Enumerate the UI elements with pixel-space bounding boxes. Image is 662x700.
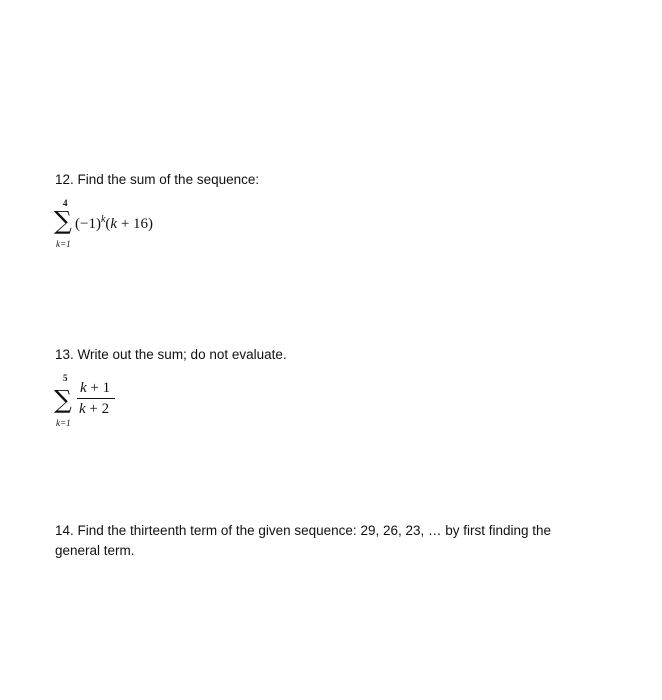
term-variable: k	[110, 216, 118, 232]
fraction-bar	[77, 398, 115, 399]
fraction-numerator: k + 1	[80, 380, 111, 396]
fraction-denominator: k + 2	[79, 401, 110, 417]
summation-upper-limit: 4	[63, 198, 68, 208]
term-exponent: k	[100, 214, 106, 225]
term-open-paren: (	[105, 216, 111, 232]
problem-12-prompt: 12. Find the sum of the sequence:	[55, 172, 260, 187]
problem-13-prompt: 13. Write out the sum; do not evaluate.	[55, 347, 287, 362]
sigma-symbol: ∑	[54, 206, 72, 235]
summation-lower-limit: k=1	[56, 418, 71, 428]
problem-14-prompt-line1: 14. Find the thirteenth term of the given sequence: 29, 26, 23, … by first finding the	[55, 523, 552, 538]
term-rest: + 16)	[117, 216, 154, 232]
term-base: (−1)	[75, 216, 101, 232]
problem-14-prompt-line2: general term.	[55, 543, 135, 558]
summation-lower-limit: k=1	[56, 239, 71, 249]
sigma-symbol: ∑	[54, 385, 72, 414]
summation-upper-limit: 5	[63, 373, 68, 383]
problem-13-summation	[53, 373, 153, 433]
summation-term	[75, 215, 153, 233]
problem-12-summation	[53, 198, 193, 256]
